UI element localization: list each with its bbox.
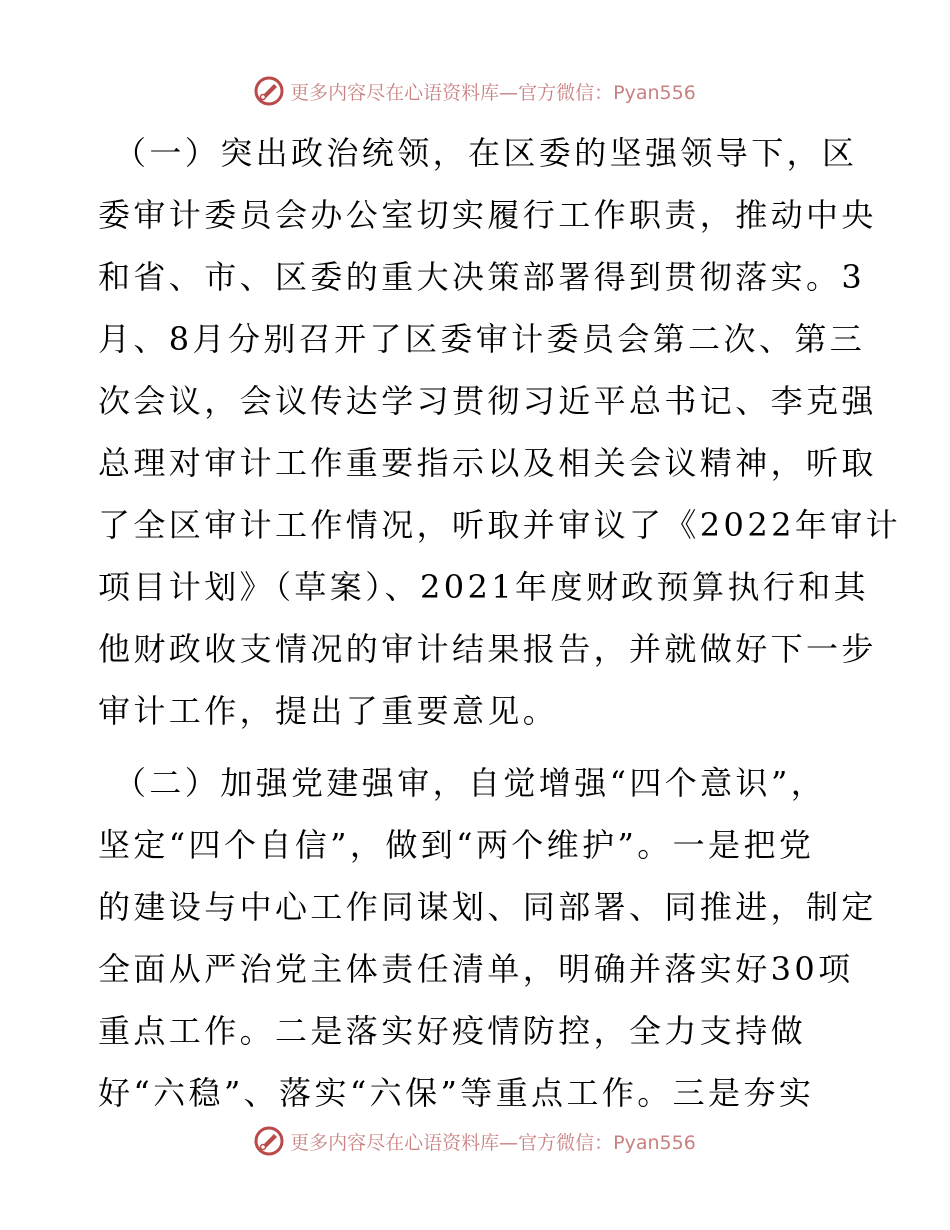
text-line: 的建设与中心工作同谋划、同部署、同推进，制定 bbox=[98, 888, 877, 926]
header-watermark bbox=[0, 74, 950, 108]
text-line: 项目计划》（草案）、2021年度财政预算执行和其 bbox=[98, 568, 870, 606]
text-line: 和省、市、区委的重大决策部署得到贯彻落实。3 bbox=[98, 258, 866, 296]
text-line: 审计工作，提出了重要意见。 bbox=[98, 692, 559, 730]
watermark-text: 更多内容尽在心语资料库—官方微信：Pyan556 bbox=[290, 81, 696, 104]
text-line: （一）突出政治统领，在区委的坚强领导下，区 bbox=[114, 134, 858, 172]
text-line: 全面从严治党主体责任清单，明确并落实好30项 bbox=[98, 950, 854, 988]
paragraph-2 bbox=[98, 752, 877, 1124]
text-line: 好“六稳”、落实“六保”等重点工作。三是夯实 bbox=[98, 1074, 815, 1112]
text-line: 月、8月分别召开了区委审计委员会第二次、第三 bbox=[98, 320, 866, 358]
document-body bbox=[98, 122, 902, 1124]
watermark-logo-icon bbox=[254, 1126, 284, 1156]
text-line: （二）加强党建强审，自觉增强“四个意识”， bbox=[114, 764, 827, 802]
text-line: 重点工作。二是落实好疫情防控，全力支持做 bbox=[98, 1012, 807, 1050]
footer-watermark bbox=[0, 1124, 950, 1158]
text-line: 委审计委员会办公室切实履行工作职责，推动中央 bbox=[98, 196, 877, 234]
text-line: 了全区审计工作情况，听取并审议了《2022年审计 bbox=[98, 506, 902, 544]
paragraph-1 bbox=[98, 122, 902, 742]
text-line: 他财政收支情况的审计结果报告，并就做好下一步 bbox=[98, 630, 877, 668]
watermark-logo-icon bbox=[254, 76, 284, 106]
text-line: 次会议，会议传达学习贯彻习近平总书记、李克强 bbox=[98, 382, 877, 420]
watermark-text: 更多内容尽在心语资料库—官方微信：Pyan556 bbox=[290, 1131, 696, 1154]
text-line: 坚定“四个自信”，做到“两个维护”。一是把党 bbox=[98, 826, 815, 864]
text-line: 总理对审计工作重要指示以及相关会议精神，听取 bbox=[98, 444, 877, 482]
